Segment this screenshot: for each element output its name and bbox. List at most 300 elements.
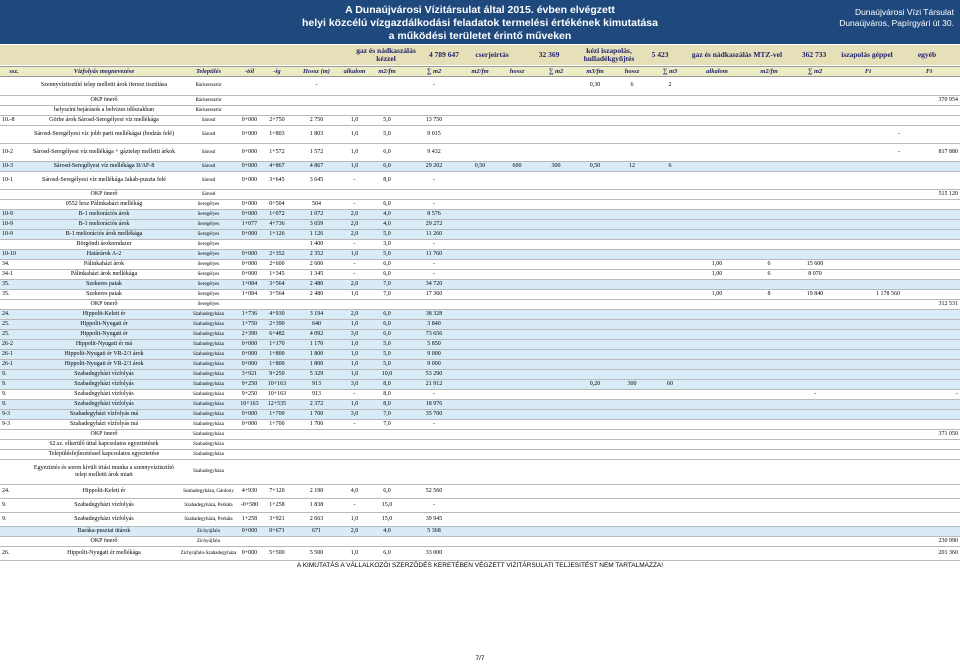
cell-settlement: Szabadegyháza xyxy=(193,441,224,447)
table-row xyxy=(0,144,960,162)
cell-occasions-mtz xyxy=(690,420,744,429)
cell-section-to: 5+500 xyxy=(269,550,285,557)
cell-length: 2 372 xyxy=(309,401,324,408)
cell-watercourse-name: Szabadegyházi vízfolyás xyxy=(74,516,134,523)
table-row xyxy=(0,320,960,330)
column-header: ∑ m2 xyxy=(548,68,564,75)
cell-sum-m2: 11 260 xyxy=(425,231,443,238)
cell-m2-per-fm-mtz xyxy=(744,230,794,239)
cell-length-3 xyxy=(614,430,650,439)
cell-m2-per-fm-mtz xyxy=(744,210,794,219)
cell-length: 2 480 xyxy=(309,281,324,288)
cell-sum-m2-mtz xyxy=(794,547,836,560)
cell-row-id: 10-1 xyxy=(2,177,13,184)
cell-section-from: 0+000 xyxy=(241,351,258,358)
cell-m2-per-fm-mtz xyxy=(744,172,794,189)
column-header: -ig xyxy=(273,68,281,75)
cell-amount-ft-2 xyxy=(900,527,960,536)
cell-length-2 xyxy=(498,460,536,484)
cell-section-from: 0+000 xyxy=(241,528,258,535)
cell-occasions-mtz xyxy=(690,547,744,560)
cell-m2-per-fm: 7,0 xyxy=(383,281,391,288)
cell-m2-per-fm-mtz xyxy=(744,350,794,359)
cell-m2-per-fm xyxy=(368,96,406,105)
cell-amount-ft-1 xyxy=(836,240,904,249)
cell-amount-ft-2 xyxy=(900,162,960,171)
cell-occasions-mtz xyxy=(690,200,744,209)
cell-watercourse-name: Hippolit-Nyugati ér xyxy=(80,321,128,328)
cell-watercourse-name: OKP önerő xyxy=(90,431,118,438)
cell-amount-ft-2 xyxy=(900,290,960,299)
cell-amount-ft-2 xyxy=(900,116,960,125)
cell-length: 2 480 xyxy=(309,291,324,298)
cell-watercourse-name: Hippolit-Nyugati ér VR-2/3 árok xyxy=(64,361,144,368)
cell-length-2 xyxy=(498,240,536,249)
cell-amount-ft-1 xyxy=(836,547,904,560)
cell-amount-ft-2 xyxy=(900,310,960,319)
cell-sum-m2-mtz xyxy=(794,190,836,199)
cell-m2-per-fm: 5,0 xyxy=(383,361,391,368)
table-row xyxy=(0,126,960,144)
cell-section-to: 1+800 xyxy=(269,361,285,368)
cell-row-id xyxy=(0,96,30,105)
cell-row-id xyxy=(0,537,30,546)
cell-m3-per-fm xyxy=(576,190,614,199)
cell-section-from: 9+250 xyxy=(241,381,258,388)
cell-section-to xyxy=(262,190,292,199)
cell-settlement: Seregélyes xyxy=(197,201,220,207)
table-row xyxy=(0,350,960,360)
cell-section-from: 0+000 xyxy=(241,149,258,156)
cell-m2-per-fm-2 xyxy=(462,360,498,369)
cell-amount-ft-1 xyxy=(836,320,904,329)
cell-sum-m2-2 xyxy=(536,340,576,349)
cell-m2-per-fm: 6,0 xyxy=(383,163,391,170)
cell-length-3 xyxy=(614,270,650,279)
cell-section-from: 0+000 xyxy=(241,261,258,268)
cell-occasions-mtz xyxy=(690,96,744,105)
cell-length: 913 xyxy=(312,381,321,388)
cell-occasions-mtz xyxy=(690,499,744,512)
cell-occasions xyxy=(341,537,368,546)
cell-amount-ft-1 xyxy=(836,360,904,369)
cell-watercourse-name: Baráka-pusztai ütárok xyxy=(77,528,131,535)
cell-section-to xyxy=(262,440,292,449)
cell-m2-per-fm-2 xyxy=(462,485,498,498)
cell-m2-per-fm: 4,0 xyxy=(383,528,391,535)
cell-watercourse-name: B-1 meliorációs árok mellékága xyxy=(65,231,143,238)
cell-amount-ft-1 xyxy=(836,300,904,309)
cell-settlement: Sárosd xyxy=(201,117,216,123)
cell-m2-per-fm: 5,0 xyxy=(383,231,391,238)
cell-sum-m2-2 xyxy=(536,460,576,484)
cell-occasions-mtz xyxy=(690,537,744,546)
cell-length xyxy=(292,430,341,439)
cell-occasions-mtz xyxy=(690,250,744,259)
cell-m3-per-fm xyxy=(576,330,614,339)
table-row xyxy=(0,280,960,290)
cell-length-3 xyxy=(614,400,650,409)
cell-sum-m3 xyxy=(650,116,690,125)
cell-section-from xyxy=(237,537,262,546)
cell-sum-m2-2 xyxy=(536,230,576,239)
cell-sum-m3 xyxy=(650,527,690,536)
cell-section-to: 1+345 xyxy=(269,271,285,278)
cell-sum-m3 xyxy=(650,96,690,105)
cell-sum-m2: 34 720 xyxy=(425,281,443,288)
cell-length-2 xyxy=(498,380,536,389)
cell-watercourse-name: Szabadegyházi vízfolyás má xyxy=(69,421,139,428)
cell-m3-per-fm xyxy=(576,280,614,289)
cell-watercourse-name: Hippolit-Nyugati ér má xyxy=(75,341,133,348)
cell-length-3 xyxy=(614,250,650,259)
cell-length: 2 600 xyxy=(309,261,324,268)
cell-amount-ft-2 xyxy=(900,340,960,349)
cell-sum-m2-mtz xyxy=(794,240,836,249)
cell-amount-ft-2 xyxy=(900,172,960,189)
cell-m2-per-fm-2 xyxy=(462,144,498,161)
summary-label-manual-mowing: gaz és nádkaszálás kézzel xyxy=(356,46,416,63)
cell-length-3: 300 xyxy=(627,381,637,388)
cell-section-from: 0+000 xyxy=(241,131,258,138)
cell-length-3 xyxy=(614,230,650,239)
cell-sum-m2: - xyxy=(433,502,435,509)
cell-m2-per-fm-mtz xyxy=(744,144,794,161)
cell-length: 1 838 xyxy=(309,502,324,509)
cell-sum-m3 xyxy=(650,270,690,279)
cell-settlement: Szabadegyháza xyxy=(193,321,224,327)
cell-sum-m2-2 xyxy=(536,350,576,359)
table-row xyxy=(0,370,960,380)
cell-watercourse-name: 62.sz. elkerülő úttal kapcsolatos egyeztetések xyxy=(49,441,159,448)
cell-section-to: 3+564 xyxy=(269,291,285,298)
table-row xyxy=(0,360,960,370)
cell-length-2 xyxy=(498,144,536,161)
cell-amount-ft-2 xyxy=(900,499,960,512)
cell-m2-per-fm: 6,0 xyxy=(383,321,391,328)
cell-length: 5 500 xyxy=(309,550,324,557)
cell-m2-per-fm: 5,0 xyxy=(383,351,391,358)
cell-m3-per-fm xyxy=(576,499,614,512)
cell-watercourse-name: Pálinkaházi árok mellékága xyxy=(70,271,138,278)
column-header: -tól xyxy=(244,68,255,75)
cell-sum-m3 xyxy=(650,280,690,289)
cell-occasions-mtz xyxy=(690,300,744,309)
cell-sum-m2-mtz xyxy=(794,380,836,389)
cell-sum-m2-2 xyxy=(536,270,576,279)
cell-row-id xyxy=(0,440,30,449)
cell-occasions: 3,0 xyxy=(350,411,359,418)
cell-sum-m3 xyxy=(650,400,690,409)
cell-length: 3 659 xyxy=(309,221,324,228)
cell-sum-m2: 29 272 xyxy=(425,221,443,228)
cell-sum-m2: 13 750 xyxy=(425,117,443,124)
cell-sum-m2-mtz xyxy=(794,76,836,95)
cell-amount-ft-2 xyxy=(900,280,960,289)
cell-occasions-mtz xyxy=(690,330,744,339)
cell-length-3 xyxy=(614,172,650,189)
cell-m3-per-fm xyxy=(576,537,614,546)
cell-occasions: 3,0 xyxy=(350,381,359,388)
cell-m2-per-fm-mtz xyxy=(744,106,794,115)
cell-occasions xyxy=(341,190,368,199)
cell-settlement: Szabadegyháza xyxy=(193,371,224,377)
cell-m3-per-fm: 0,30 xyxy=(589,82,601,89)
table-row xyxy=(0,270,960,280)
cell-section-to: 10+163 xyxy=(267,391,287,398)
cell-row-id: 9. xyxy=(2,502,7,509)
cell-sum-m3 xyxy=(650,513,690,526)
cell-m2-per-fm-mtz xyxy=(744,330,794,339)
cell-sum-m2: - xyxy=(433,241,435,248)
cell-m2-per-fm-2 xyxy=(462,96,498,105)
cell-m2-per-fm-2 xyxy=(462,280,498,289)
table-row xyxy=(0,290,960,300)
table-row xyxy=(0,162,960,172)
cell-watercourse-name: Sárosd-Seregélyesi víz mellékága + gáztelep melletti árkok xyxy=(32,149,176,156)
cell-m2-per-fm-2 xyxy=(462,126,498,143)
cell-length-2 xyxy=(498,485,536,498)
cell-amount-ft-1 xyxy=(836,380,904,389)
cell-settlement: Seregélyes xyxy=(197,241,220,247)
cell-m3-per-fm xyxy=(576,250,614,259)
cell-sum-m3 xyxy=(650,240,690,249)
cell-sum-m2: 17 360 xyxy=(425,291,443,298)
cell-sum-m2-mtz xyxy=(794,360,836,369)
cell-m2-per-fm: 5,0 xyxy=(383,117,391,124)
cell-occasions: 1,0 xyxy=(350,550,359,557)
cell-m2-per-fm xyxy=(368,537,406,546)
cell-amount-ft-1 xyxy=(836,485,904,498)
cell-sum-m2-2 xyxy=(536,320,576,329)
cell-amount-ft-1 xyxy=(836,460,904,484)
cell-occasions: - xyxy=(353,261,356,268)
cell-sum-m2 xyxy=(406,106,462,115)
cell-sum-m3 xyxy=(650,410,690,419)
cell-amount-ft-2: 371 050 xyxy=(938,431,958,438)
cell-length-2 xyxy=(498,310,536,319)
cell-length xyxy=(292,96,341,105)
cell-amount-ft-2 xyxy=(900,450,960,459)
cell-sum-m2-2 xyxy=(536,430,576,439)
cell-sum-m2: 9 000 xyxy=(427,361,441,368)
cell-m2-per-fm: 8,0 xyxy=(383,401,391,408)
table-row xyxy=(0,537,960,547)
cell-amount-ft-1 xyxy=(836,116,904,125)
cell-m2-per-fm-2 xyxy=(462,230,498,239)
cell-watercourse-name: Sárosd-Seregélyesi víz mellékága Jakab-puszta felé xyxy=(42,177,166,184)
cell-sum-m2-2 xyxy=(536,450,576,459)
cell-m2-per-fm-2 xyxy=(462,350,498,359)
cell-row-id: 26-1 xyxy=(2,361,13,368)
cell-m3-per-fm xyxy=(576,340,614,349)
cell-section-from: 0+000 xyxy=(241,163,258,170)
cell-sum-m2-2 xyxy=(536,513,576,526)
cell-m2-per-fm-mtz xyxy=(744,280,794,289)
cell-length-3 xyxy=(614,106,650,115)
cell-m3-per-fm xyxy=(576,240,614,249)
cell-section-from: 0+000 xyxy=(241,211,258,218)
cell-section-to: 2+750 xyxy=(269,117,285,124)
cell-watercourse-name: Szabadegyházi vízfolyás xyxy=(74,391,134,398)
cell-sum-m2: 5 850 xyxy=(427,341,441,348)
cell-sum-m2-mtz xyxy=(794,172,836,189)
cell-sum-m2 xyxy=(406,300,462,309)
cell-m2-per-fm-mtz xyxy=(744,527,794,536)
cell-sum-m2-mtz xyxy=(794,250,836,259)
cell-length xyxy=(292,190,341,199)
cell-sum-m2-mtz xyxy=(794,450,836,459)
cell-m2-per-fm: 7,0 xyxy=(383,411,391,418)
cell-length-3 xyxy=(614,420,650,429)
cell-m2-per-fm-2 xyxy=(462,440,498,449)
cell-sum-m2-2 xyxy=(536,547,576,560)
cell-m2-per-fm-2 xyxy=(462,76,498,95)
cell-row-id: 26-2 xyxy=(2,341,13,348)
cell-section-to: 9+250 xyxy=(269,371,285,378)
cell-section-from: 0+000 xyxy=(241,231,258,238)
cell-m3-per-fm xyxy=(576,220,614,229)
cell-length-3 xyxy=(614,370,650,379)
cell-sum-m2: 9 015 xyxy=(427,131,441,138)
cell-sum-m2-mtz xyxy=(794,410,836,419)
cell-section-from: 0+000 xyxy=(241,421,258,428)
cell-m2-per-fm-2 xyxy=(462,250,498,259)
cell-sum-m3 xyxy=(650,370,690,379)
cell-m2-per-fm-mtz xyxy=(744,485,794,498)
cell-sum-m2-2 xyxy=(536,440,576,449)
cell-length-3: 12 xyxy=(629,163,635,170)
cell-watercourse-name: B-1 meliorációs árok xyxy=(78,211,130,218)
cell-settlement: Szabadegyháza xyxy=(193,401,224,407)
summary-value-mtz-mowing: 362 733 xyxy=(801,50,827,59)
cell-occasions xyxy=(341,430,368,439)
cell-m3-per-fm: 0,20 xyxy=(589,381,601,388)
table-row xyxy=(0,76,960,96)
cell-length: 3 194 xyxy=(309,311,324,318)
cell-amount-ft-2 xyxy=(900,485,960,498)
cell-occasions xyxy=(341,106,368,115)
cell-watercourse-name: Településfejlesztéssel kapcsolatos egyeztetése xyxy=(48,451,160,458)
cell-row-id: 10-10 xyxy=(2,251,16,258)
cell-length-3 xyxy=(614,527,650,536)
cell-length-2 xyxy=(498,340,536,349)
cell-sum-m2: - xyxy=(433,261,435,268)
cell-occasions: 1,0 xyxy=(350,516,359,523)
cell-length-2 xyxy=(498,210,536,219)
cell-occasions: 2,0 xyxy=(350,211,359,218)
cell-occasions-mtz xyxy=(690,350,744,359)
cell-occasions: - xyxy=(353,271,356,278)
cell-settlement: Szabadegyháza xyxy=(193,451,224,457)
cell-row-id xyxy=(0,76,30,95)
cell-length-2 xyxy=(498,76,536,95)
cell-amount-ft-1 xyxy=(836,270,904,279)
cell-length: 3 645 xyxy=(309,177,324,184)
cell-length: 1 400 xyxy=(309,241,324,248)
cell-amount-ft-1 xyxy=(836,450,904,459)
table-row xyxy=(0,400,960,410)
cell-length-3 xyxy=(614,300,650,309)
cell-m2-per-fm-2 xyxy=(462,340,498,349)
cell-length: 913 xyxy=(312,391,321,398)
cell-section-from: 4+930 xyxy=(241,488,258,495)
cell-m2-per-fm-mtz: 6 xyxy=(767,271,771,278)
cell-m2-per-fm-2 xyxy=(462,390,498,399)
cell-length-3 xyxy=(614,144,650,161)
cell-length-2 xyxy=(498,172,536,189)
cell-sum-m2-mtz: 19 840 xyxy=(806,291,824,298)
cell-m2-per-fm: 6,0 xyxy=(383,271,391,278)
works-table xyxy=(0,76,960,561)
cell-occasions-mtz xyxy=(690,370,744,379)
cell-m2-per-fm-2 xyxy=(462,320,498,329)
cell-m3-per-fm xyxy=(576,270,614,279)
cell-occasions: - xyxy=(353,391,356,398)
cell-m3-per-fm xyxy=(576,410,614,419)
table-row xyxy=(0,240,960,250)
cell-m2-per-fm: 15,0 xyxy=(381,516,393,523)
cell-length-3 xyxy=(614,190,650,199)
cell-occasions: 2,0 xyxy=(350,311,359,318)
cell-length-2 xyxy=(498,300,536,309)
cell-m2-per-fm-mtz xyxy=(744,240,794,249)
cell-sum-m2-mtz xyxy=(794,116,836,125)
table-row xyxy=(0,430,960,440)
cell-m2-per-fm-mtz xyxy=(744,96,794,105)
cell-row-id: 25. xyxy=(2,331,10,338)
cell-sum-m2-2 xyxy=(536,220,576,229)
cell-row-id: 10-9 xyxy=(2,221,13,228)
cell-m2-per-fm-mtz xyxy=(744,360,794,369)
cell-sum-m3 xyxy=(650,172,690,189)
cell-amount-ft-1 xyxy=(836,230,904,239)
cell-occasions: - xyxy=(353,201,356,208)
cell-occasions xyxy=(341,96,368,105)
cell-sum-m2-2 xyxy=(536,126,576,143)
cell-watercourse-name: OKP önerő xyxy=(90,301,118,308)
cell-sum-m2: 8 576 xyxy=(427,211,441,218)
cell-length-2 xyxy=(498,116,536,125)
cell-m2-per-fm-2 xyxy=(462,200,498,209)
cell-length: 1 345 xyxy=(309,271,324,278)
cell-m3-per-fm xyxy=(576,172,614,189)
cell-m2-per-fm-mtz xyxy=(744,310,794,319)
cell-row-id xyxy=(0,240,30,249)
cell-sum-m2-mtz xyxy=(794,460,836,484)
cell-amount-ft-1 xyxy=(836,76,904,95)
table-row xyxy=(0,116,960,126)
cell-sum-m2-2 xyxy=(536,410,576,419)
cell-length-2 xyxy=(498,330,536,339)
cell-amount-ft-2 xyxy=(900,220,960,229)
cell-section-from: 9+250 xyxy=(241,391,258,398)
column-header: m2/fm xyxy=(760,68,778,75)
cell-watercourse-name: Hippolit-Nyugati ér mellékága xyxy=(67,550,141,557)
cell-occasions: 1,0 xyxy=(350,163,359,170)
cell-settlement: Sárosd xyxy=(201,191,216,197)
cell-sum-m2-2 xyxy=(536,116,576,125)
cell-m2-per-fm-mtz xyxy=(744,390,794,399)
cell-length xyxy=(292,106,341,115)
cell-section-to xyxy=(262,430,292,439)
cell-m2-per-fm-mtz xyxy=(744,200,794,209)
cell-m3-per-fm xyxy=(576,400,614,409)
cell-amount-ft-1 xyxy=(836,220,904,229)
cell-amount-ft-2 xyxy=(900,513,960,526)
cell-m2-per-fm xyxy=(368,190,406,199)
organization-address: Dunaújváros, Papírgyári út 30. xyxy=(839,18,954,28)
